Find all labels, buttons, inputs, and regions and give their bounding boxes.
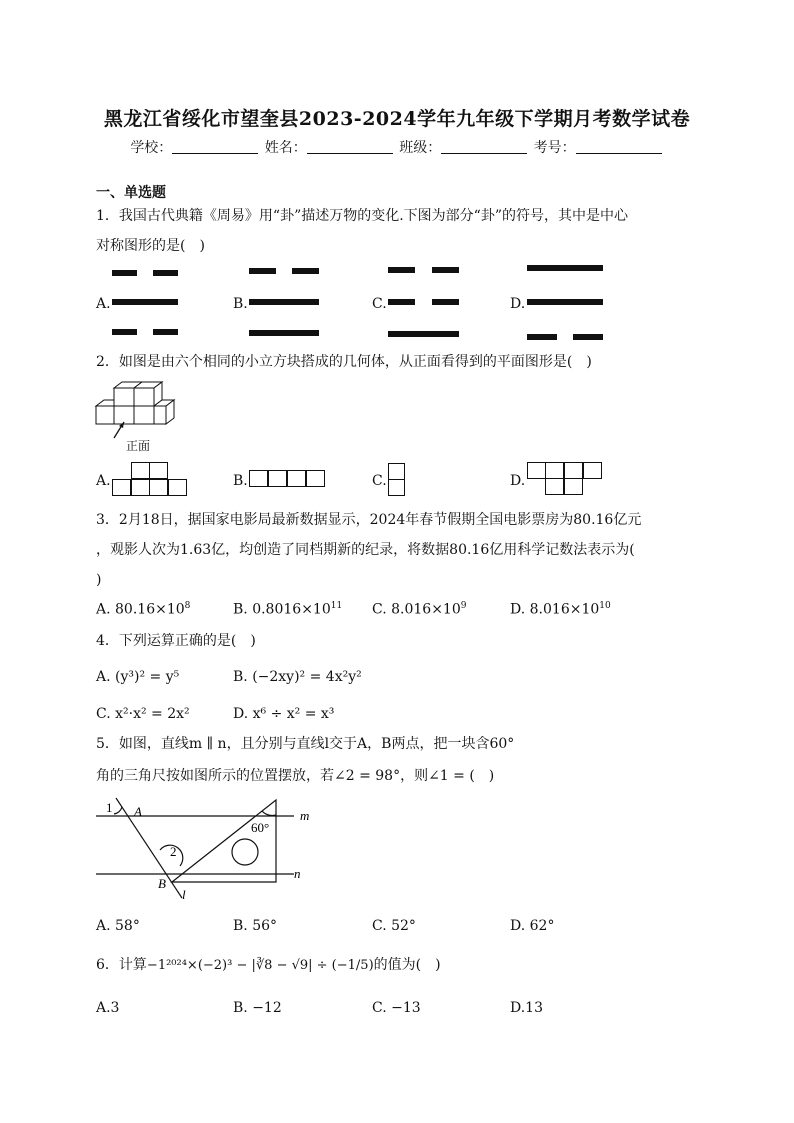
school-label: 学校：	[130, 140, 173, 156]
line-n-label: n	[294, 866, 301, 881]
trigram-b-top-left	[249, 268, 276, 274]
q1-text-line2: 对称图形的是( )	[96, 238, 205, 254]
name-label: 姓名：	[264, 140, 307, 156]
q6-prefix: 6．计算	[96, 957, 147, 973]
q1-option-c[interactable]: C.	[372, 296, 387, 312]
q3-text-line1: 3．2月18日，据国家电影局最新数据显示，2024年春节假期全国电影票房为80.16亿元	[96, 512, 642, 528]
page-title: 黑龙江省绥化市望奎县2023-2024学年九年级下学期月考数学试卷	[103, 108, 691, 130]
q2-option-c[interactable]: C.	[372, 473, 387, 489]
trigram-a-top-left	[112, 270, 137, 276]
q4-option-b[interactable]: B. (−2xy)² = 4x²y²	[233, 669, 362, 685]
q5-text-line2: 角的三角尺按如图所示的位置摆放，若∠2 = 98°，则∠1 = ( )	[96, 768, 495, 784]
angle-60-label: 60°	[251, 820, 270, 835]
q5-option-a[interactable]: A. 58°	[96, 918, 140, 934]
trigram-a-middle	[112, 299, 178, 305]
q1-text-line1: 1．我国古代典籍《周易》用“卦”描述万物的变化.下图为部分“卦”的符号，其中是中心	[96, 208, 628, 224]
section-heading: 一、单选题	[96, 185, 166, 201]
q6-option-b[interactable]: B. −12	[233, 1000, 282, 1016]
q4-option-a[interactable]: A. (y³)² = y⁵	[96, 669, 180, 685]
trigram-c-top-right	[432, 267, 459, 273]
triangle-ruler	[172, 800, 276, 882]
exam-number-blank[interactable]	[576, 140, 662, 154]
trigram-c-middle-left	[388, 299, 415, 305]
q1-option-a[interactable]: A.	[96, 296, 111, 312]
trigram-b-middle	[249, 299, 319, 305]
trigram-a-bottom-left	[112, 329, 137, 335]
q5-text-line1: 5．如图，直线m ∥ n，且分别与直线l交于A，B两点，把一块含60°	[96, 736, 515, 752]
q4-option-d[interactable]: D. x⁶ ÷ x² = x³	[233, 706, 335, 722]
name-blank[interactable]	[307, 140, 393, 154]
trigram-d-middle	[527, 299, 603, 305]
q6-option-d[interactable]: D.13	[510, 1000, 543, 1016]
trigram-d-bottom-left	[527, 334, 557, 340]
trigram-c-top-left	[388, 267, 415, 273]
trigram-a-bottom-right	[153, 329, 178, 335]
q6-option-a[interactable]: A.3	[96, 1000, 120, 1016]
trigram-b-bottom	[249, 330, 319, 336]
q3-option-a[interactable]: A. $80.16\times 10^8$	[96, 601, 191, 618]
class-blank[interactable]	[441, 140, 527, 154]
q2-option-d[interactable]: D.	[510, 473, 526, 489]
trigram-b-top-right	[292, 268, 319, 274]
q5-option-c[interactable]: C. 52°	[372, 918, 416, 934]
q3-text-line2: ，观影人次为1.63亿，均创造了同档期新的纪录，将数据80.16亿用科学记数法表示为(	[96, 542, 635, 558]
q3-option-b[interactable]: B. $0.8016\times 10^{11}$	[233, 601, 343, 618]
q5-option-b[interactable]: B. 56°	[233, 918, 278, 934]
angle-1-label: 1	[106, 800, 113, 815]
angle-2-label: 2	[170, 844, 177, 859]
front-label: 正面	[126, 439, 151, 453]
q6-text	[96, 956, 441, 975]
trigram-d-top	[527, 265, 603, 271]
q2-text: 2．如图是由六个相同的小立方块搭成的几何体，从正面看得到的平面图形是( )	[96, 354, 592, 370]
q5-option-d[interactable]: D. 62°	[510, 918, 555, 934]
q4-text: 4．下列运算正确的是( )	[96, 633, 256, 649]
trigram-a-top-right	[153, 270, 178, 276]
q3-option-c[interactable]: C. $8.016\times 10^9$	[372, 601, 467, 618]
ruler-hole	[232, 839, 258, 865]
point-a-label: A	[134, 804, 142, 819]
parallel-lines-figure	[94, 796, 324, 906]
trigram-d-bottom-right	[573, 334, 603, 340]
line-m-label: m	[300, 808, 310, 823]
q1-option-d[interactable]: D.	[510, 296, 526, 312]
school-blank[interactable]	[172, 140, 258, 154]
line-l-label: l	[182, 887, 186, 902]
q6-expression: −1²⁰²⁴×(−2)³ − |∛8 − √9| ÷ (−1/5)	[146, 958, 374, 973]
q1-option-b[interactable]: B.	[233, 296, 248, 312]
point-b-label: B	[158, 876, 166, 891]
q3-text-line3: )	[96, 572, 102, 588]
class-label: 班级：	[399, 140, 442, 156]
q4-option-c[interactable]: C. x²·x² = 2x²	[96, 706, 190, 722]
student-info-line	[0, 137, 794, 157]
q2-option-b[interactable]: B.	[233, 473, 248, 489]
q6-option-c[interactable]: C. −13	[372, 1000, 421, 1016]
q2-option-a[interactable]: A.	[96, 473, 111, 489]
q3-option-d[interactable]: D. $8.016\times 10^{10}$	[510, 601, 611, 618]
exam-number-label: 考号：	[533, 140, 576, 156]
trigram-c-bottom	[388, 331, 459, 337]
trigram-c-middle-right	[432, 299, 459, 305]
q6-suffix: 的值为( )	[373, 957, 441, 973]
